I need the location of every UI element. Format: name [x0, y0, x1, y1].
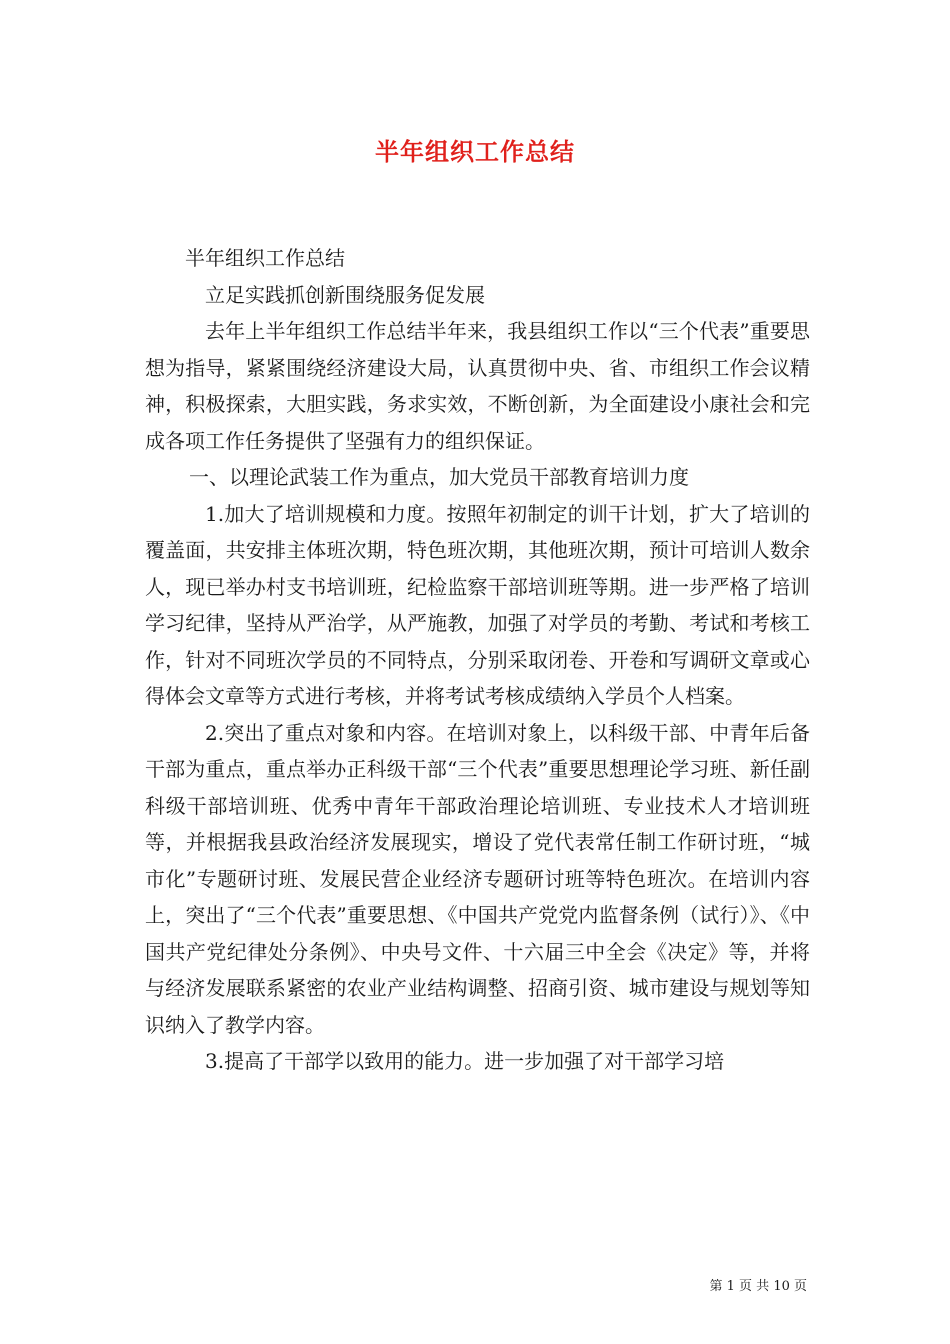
item-paragraph-3: 3.提高了干部学以致用的能力。进一步加强了对干部学习培 — [205, 1049, 725, 1073]
subtitle-line: 半年组织工作总结 — [185, 246, 345, 270]
section-heading: 一、以理论武装工作为重点，加大党员干部教育培训力度 — [189, 465, 689, 489]
item-paragraph-1: 1.加大了培训规模和力度。按照年初制定的训干计划，扩大了培训的覆盖面，共安排主体班次期，特色班次期，其他班次期，预计可培训人数余人，现已举办村支书培训班，纪检监察干部培训班等期。进一步严格了培训学习纪律，坚持从严治学，从严施教，加强了对学员的考勤、考试和考核工作，针对不同班次学员的不同特点，分别采取闭卷、开卷和写调研文章或心得体会文章等方式进行考核，并将考试考核成绩纳入学员个人档案。 — [145, 501, 810, 708]
intro-paragraph: 去年上半年组织工作总结半年来，我县组织工作以“三个代表”重要思想为指导，紧紧围绕经济建设大局，认真贯彻中央、省、市组织工作会议精神，积极探索，大胆实践，务求实效，不断创新，为全面建设小康社会和完成各项工作任务提供了坚强有力的组织保证。 — [145, 319, 810, 453]
page-number: 第 1 页 共 10 页 — [709, 1279, 807, 1294]
item-paragraph-2: 2.突出了重点对象和内容。在培训对象上，以科级干部、中青年后备干部为重点，重点举办正科级干部“三个代表”重要思想理论学习班、新任副科级干部培训班、优秀中青年干部政治理论培训班、专业技术人才培训班等，并根据我县政治经济发展现实，增设了党代表常任制工作研讨班，“城市化”专题研讨班、发展民营企业经济专题研讨班等特色班次。在培训内容上，突出了“三个代表”重要思想、《中国共产党党内监督条例（试行）》、《中国共产党纪律处分条例》、中央号文件、十六届三中全会《决定》等，并将与经济发展联系紧密的农业产业结构调整、招商引资、城市建设与规划等知识纳入了教学内容。 — [145, 720, 810, 1037]
theme-line: 立足实践抓创新围绕服务促发展 — [205, 282, 485, 307]
document-title: 半年组织工作总结 — [375, 137, 575, 166]
document-body — [145, 240, 810, 1080]
